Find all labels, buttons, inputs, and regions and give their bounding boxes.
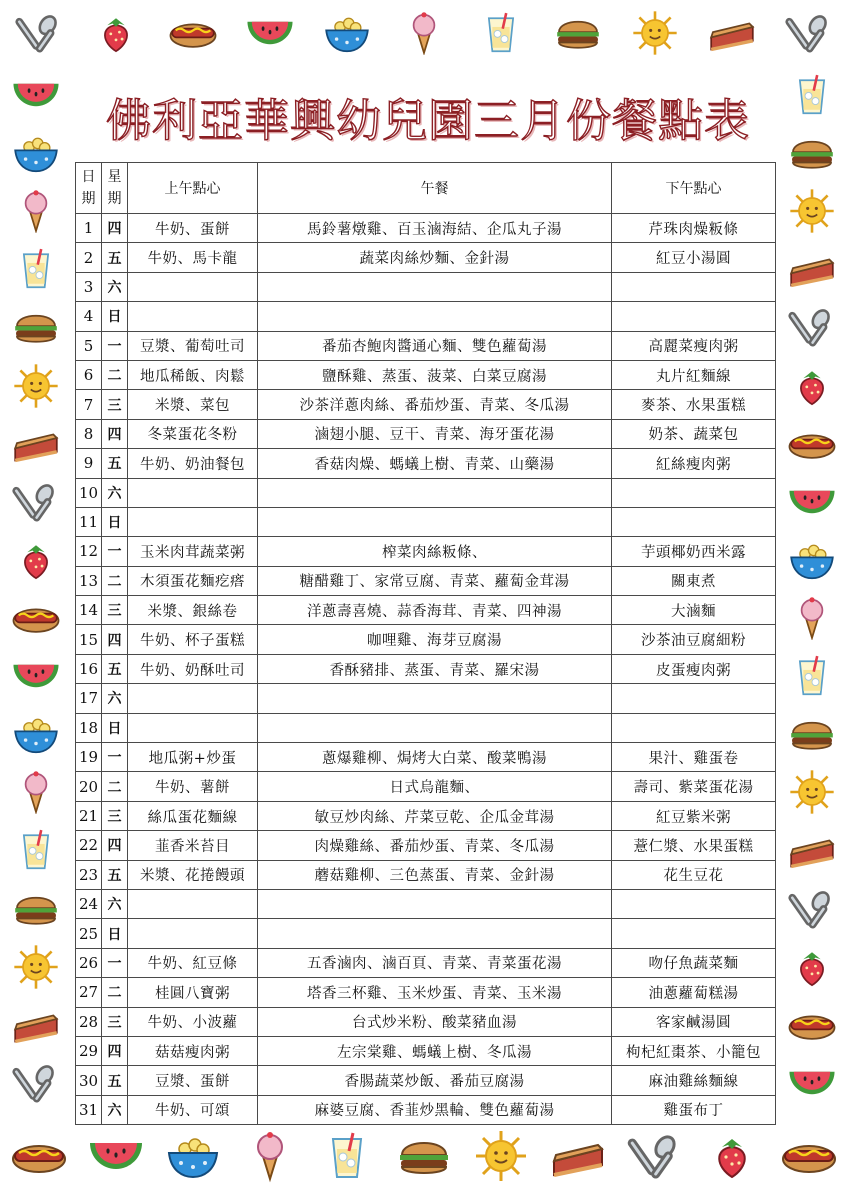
day-cell: 3 (76, 272, 102, 301)
day-cell: 6 (76, 360, 102, 389)
weekday-cell: 五 (102, 449, 128, 478)
lunch-cell: 香腸蔬菜炒飯、番茄豆腐湯 (258, 1066, 612, 1095)
morning-snack-cell: 豆漿、蛋餅 (128, 1066, 258, 1095)
header-weekday: 星 期 (102, 163, 128, 214)
lunch-cell: 糖醋雞丁、家常豆腐、青菜、蘿蔔金茸湯 (258, 566, 612, 595)
weekday-cell: 二 (102, 772, 128, 801)
food-border-right (776, 66, 848, 1112)
lunch-cell: 日式烏龍麵、 (258, 772, 612, 801)
table-row (76, 625, 776, 654)
table-row (76, 1066, 776, 1095)
table-row (76, 507, 776, 536)
header-afternoon-snack: 下午點心 (612, 163, 776, 214)
lunch-cell (258, 919, 612, 948)
weekday-cell: 三 (102, 801, 128, 830)
day-cell: 12 (76, 537, 102, 566)
sun-icon (786, 189, 838, 233)
sun-icon (786, 770, 838, 814)
strawberry-icon (10, 538, 62, 582)
pie-icon (10, 1003, 62, 1047)
morning-snack-cell (128, 507, 258, 536)
header-day: 日 期 (76, 163, 102, 214)
morning-snack-cell: 牛奶、薯餅 (128, 772, 258, 801)
juice-icon (317, 1126, 377, 1186)
weekday-cell: 日 (102, 302, 128, 331)
table-row (76, 449, 776, 478)
afternoon-snack-cell: 花生豆花 (612, 860, 776, 889)
weekday-cell: 五 (102, 1066, 128, 1095)
weekday-cell: 五 (102, 860, 128, 889)
fork-spoon-icon (625, 1126, 685, 1186)
afternoon-snack-cell (612, 919, 776, 948)
weekday-cell: 六 (102, 1095, 128, 1124)
morning-snack-cell: 牛奶、小波蘿 (128, 1007, 258, 1036)
day-cell: 16 (76, 654, 102, 683)
pie-icon (548, 1126, 608, 1186)
table-row (76, 360, 776, 389)
lunch-cell: 蔬菜肉絲炒麵、金針湯 (258, 243, 612, 272)
day-cell: 7 (76, 390, 102, 419)
weekday-cell: 四 (102, 1036, 128, 1065)
fork-spoon-icon (786, 305, 838, 349)
pie-icon (786, 247, 838, 291)
morning-snack-cell: 牛奶、馬卡龍 (128, 243, 258, 272)
day-cell: 14 (76, 596, 102, 625)
weekday-cell: 一 (102, 331, 128, 360)
strawberry-icon (786, 364, 838, 408)
table-row (76, 978, 776, 1007)
afternoon-snack-cell: 紅豆紫米粥 (612, 801, 776, 830)
afternoon-snack-cell: 皮蛋瘦肉粥 (612, 654, 776, 683)
morning-snack-cell: 菇菇瘦肉粥 (128, 1036, 258, 1065)
strawberry-icon (90, 11, 142, 55)
afternoon-snack-cell (612, 713, 776, 742)
sun-icon (471, 1126, 531, 1186)
food-border-left (0, 66, 72, 1112)
juice-icon (10, 247, 62, 291)
hotdog-icon (9, 1126, 69, 1186)
afternoon-snack-cell: 紅絲瘦肉粥 (612, 449, 776, 478)
hotdog-icon (786, 1003, 838, 1047)
lunch-cell: 蘑菇雞柳、三色蒸蛋、青菜、金針湯 (258, 860, 612, 889)
weekday-cell: 六 (102, 478, 128, 507)
lunch-cell (258, 713, 612, 742)
burger-icon (10, 305, 62, 349)
weekday-cell: 四 (102, 419, 128, 448)
lunch-cell: 咖哩雞、海芽豆腐湯 (258, 625, 612, 654)
lunch-cell: 台式炒米粉、酸菜豬血湯 (258, 1007, 612, 1036)
weekday-cell: 五 (102, 654, 128, 683)
lunch-cell: 肉燥雞絲、番茄炒蛋、青菜、冬瓜湯 (258, 831, 612, 860)
afternoon-snack-cell: 芹珠肉燥粄條 (612, 214, 776, 243)
table-row (76, 566, 776, 595)
morning-snack-cell: 冬菜蛋花冬粉 (128, 419, 258, 448)
burger-icon (394, 1126, 454, 1186)
bowl-icon (786, 538, 838, 582)
morning-snack-cell: 牛奶、可頌 (128, 1095, 258, 1124)
day-cell: 27 (76, 978, 102, 1007)
menu-table (75, 162, 776, 1125)
afternoon-snack-cell: 雞蛋布丁 (612, 1095, 776, 1124)
table-row (76, 272, 776, 301)
table-row (76, 419, 776, 448)
sun-icon (10, 945, 62, 989)
lunch-cell: 番茄杏鮑肉醬通心麵、雙色蘿蔔湯 (258, 331, 612, 360)
day-cell: 17 (76, 684, 102, 713)
lunch-cell: 馬鈴薯燉雞、百玉滷海結、企瓜丸子湯 (258, 214, 612, 243)
day-cell: 19 (76, 743, 102, 772)
lunch-cell: 左宗棠雞、螞蟻上樹、冬瓜湯 (258, 1036, 612, 1065)
morning-snack-cell (128, 272, 258, 301)
day-cell: 5 (76, 331, 102, 360)
burger-icon (552, 11, 604, 55)
lunch-cell: 香菇肉燥、螞蟻上樹、青菜、山藥湯 (258, 449, 612, 478)
afternoon-snack-cell: 壽司、紫菜蛋花湯 (612, 772, 776, 801)
lunch-cell: 蔥爆雞柳、焗烤大白菜、酸菜鴨湯 (258, 743, 612, 772)
afternoon-snack-cell (612, 478, 776, 507)
watermelon-icon (786, 480, 838, 524)
afternoon-snack-cell: 高麗菜瘦肉粥 (612, 331, 776, 360)
morning-snack-cell: 牛奶、蛋餅 (128, 214, 258, 243)
weekday-cell: 五 (102, 243, 128, 272)
weekday-cell: 六 (102, 272, 128, 301)
day-cell: 28 (76, 1007, 102, 1036)
afternoon-snack-cell: 丸片紅麵線 (612, 360, 776, 389)
day-cell: 29 (76, 1036, 102, 1065)
afternoon-snack-cell (612, 507, 776, 536)
juice-icon (10, 828, 62, 872)
day-cell: 23 (76, 860, 102, 889)
weekday-cell: 四 (102, 214, 128, 243)
juice-icon (786, 654, 838, 698)
weekday-cell: 日 (102, 713, 128, 742)
weekday-cell: 三 (102, 596, 128, 625)
morning-snack-cell (128, 302, 258, 331)
weekday-cell: 日 (102, 507, 128, 536)
food-border-top (0, 0, 848, 66)
day-cell: 22 (76, 831, 102, 860)
day-cell: 31 (76, 1095, 102, 1124)
afternoon-snack-cell: 麻油雞絲麵線 (612, 1066, 776, 1095)
weekday-cell: 二 (102, 360, 128, 389)
afternoon-snack-cell: 果汁、雞蛋卷 (612, 743, 776, 772)
afternoon-snack-cell: 麥茶、水果蛋糕 (612, 390, 776, 419)
sun-icon (10, 364, 62, 408)
sun-icon (629, 11, 681, 55)
morning-snack-cell: 牛奶、紅豆條 (128, 948, 258, 977)
bowl-icon (10, 131, 62, 175)
ice-cream-icon (10, 189, 62, 233)
afternoon-snack-cell (612, 272, 776, 301)
afternoon-snack-cell: 沙茶油豆腐細粉 (612, 625, 776, 654)
burger-icon (786, 712, 838, 756)
table-row (76, 713, 776, 742)
watermelon-icon (244, 11, 296, 55)
weekday-cell: 一 (102, 948, 128, 977)
lunch-cell (258, 302, 612, 331)
lunch-cell: 滷翅小腿、豆干、青菜、海牙蛋花湯 (258, 419, 612, 448)
table-row (76, 772, 776, 801)
morning-snack-cell: 米漿、銀絲卷 (128, 596, 258, 625)
watermelon-icon (10, 654, 62, 698)
morning-snack-cell: 牛奶、奶油餐包 (128, 449, 258, 478)
lunch-cell: 鹽酥雞、蒸蛋、菠菜、白菜豆腐湯 (258, 360, 612, 389)
afternoon-snack-cell (612, 889, 776, 918)
hotdog-icon (167, 11, 219, 55)
juice-icon (786, 73, 838, 117)
day-cell: 25 (76, 919, 102, 948)
juice-icon (475, 11, 527, 55)
table-row (76, 537, 776, 566)
menu-title: 佛利亞華興幼兒園三月份餐點表 (105, 94, 750, 147)
fork-spoon-icon (783, 11, 835, 55)
afternoon-snack-cell: 大滷麵 (612, 596, 776, 625)
strawberry-icon (702, 1126, 762, 1186)
day-cell: 15 (76, 625, 102, 654)
lunch-cell: 洋蔥壽喜燒、蒜香海茸、青菜、四神湯 (258, 596, 612, 625)
afternoon-snack-cell: 枸杞紅棗茶、小籠包 (612, 1036, 776, 1065)
day-cell: 2 (76, 243, 102, 272)
lunch-cell (258, 478, 612, 507)
hotdog-icon (779, 1126, 839, 1186)
ice-cream-icon (10, 770, 62, 814)
lunch-cell (258, 889, 612, 918)
fork-spoon-icon (13, 11, 65, 55)
morning-snack-cell (128, 713, 258, 742)
lunch-cell: 香酥豬排、蒸蛋、青菜、羅宋湯 (258, 654, 612, 683)
weekday-cell: 三 (102, 1007, 128, 1036)
day-cell: 30 (76, 1066, 102, 1095)
day-cell: 21 (76, 801, 102, 830)
afternoon-snack-cell: 吻仔魚蔬菜麵 (612, 948, 776, 977)
bowl-icon (163, 1126, 223, 1186)
morning-snack-cell: 米漿、菜包 (128, 390, 258, 419)
header-lunch: 午餐 (258, 163, 612, 214)
afternoon-snack-cell: 關東煮 (612, 566, 776, 595)
ice-cream-icon (240, 1126, 300, 1186)
day-cell: 26 (76, 948, 102, 977)
weekday-cell: 六 (102, 684, 128, 713)
lunch-cell: 敏豆炒肉絲、芹菜豆乾、企瓜金茸湯 (258, 801, 612, 830)
morning-snack-cell (128, 478, 258, 507)
header-morning-snack: 上午點心 (128, 163, 258, 214)
weekday-cell: 二 (102, 978, 128, 1007)
ice-cream-icon (786, 596, 838, 640)
morning-snack-cell: 地瓜稀飯、肉鬆 (128, 360, 258, 389)
bowl-icon (321, 11, 373, 55)
afternoon-snack-cell: 芋頭椰奶西米露 (612, 537, 776, 566)
day-cell: 8 (76, 419, 102, 448)
table-header-row (76, 163, 776, 214)
table-row (76, 801, 776, 830)
weekday-cell: 二 (102, 566, 128, 595)
day-cell: 1 (76, 214, 102, 243)
table-row (76, 243, 776, 272)
table-row (76, 948, 776, 977)
afternoon-snack-cell: 客家鹹湯圓 (612, 1007, 776, 1036)
fork-spoon-icon (786, 887, 838, 931)
table-row (76, 214, 776, 243)
weekday-cell: 三 (102, 390, 128, 419)
afternoon-snack-cell: 紅豆小湯圓 (612, 243, 776, 272)
weekday-cell: 六 (102, 889, 128, 918)
weekday-cell: 一 (102, 537, 128, 566)
table-row (76, 831, 776, 860)
lunch-cell (258, 507, 612, 536)
table-row (76, 743, 776, 772)
table-row (76, 302, 776, 331)
table-row (76, 684, 776, 713)
table-row (76, 1036, 776, 1065)
pie-icon (10, 422, 62, 466)
watermelon-icon (786, 1061, 838, 1105)
lunch-cell: 榨菜肉絲粄條、 (258, 537, 612, 566)
morning-snack-cell: 牛奶、杯子蛋糕 (128, 625, 258, 654)
table-row (76, 1095, 776, 1124)
morning-snack-cell: 米漿、花捲饅頭 (128, 860, 258, 889)
ice-cream-icon (398, 11, 450, 55)
day-cell: 18 (76, 713, 102, 742)
fork-spoon-icon (10, 480, 62, 524)
watermelon-icon (10, 73, 62, 117)
afternoon-snack-cell (612, 684, 776, 713)
menu-table-body (76, 214, 776, 1125)
table-row (76, 390, 776, 419)
table-row (76, 478, 776, 507)
lunch-cell: 麻婆豆腐、香韮炒黑輪、雙色蘿蔔湯 (258, 1095, 612, 1124)
morning-snack-cell: 木須蛋花麵疙瘩 (128, 566, 258, 595)
day-cell: 11 (76, 507, 102, 536)
morning-snack-cell: 桂圓八寶粥 (128, 978, 258, 1007)
afternoon-snack-cell: 薏仁漿、水果蛋糕 (612, 831, 776, 860)
table-row (76, 919, 776, 948)
morning-snack-cell: 韮香米苔目 (128, 831, 258, 860)
table-row (76, 596, 776, 625)
hotdog-icon (786, 422, 838, 466)
afternoon-snack-cell: 油蔥蘿蔔糕湯 (612, 978, 776, 1007)
lunch-cell (258, 272, 612, 301)
burger-icon (786, 131, 838, 175)
pie-icon (786, 828, 838, 872)
bowl-icon (10, 712, 62, 756)
morning-snack-cell: 絲瓜蛋花麵線 (128, 801, 258, 830)
lunch-cell: 沙茶洋蔥肉絲、番茄炒蛋、青菜、冬瓜湯 (258, 390, 612, 419)
weekday-cell: 一 (102, 743, 128, 772)
watermelon-icon (86, 1126, 146, 1186)
day-cell: 10 (76, 478, 102, 507)
day-cell: 24 (76, 889, 102, 918)
morning-snack-cell: 玉米肉茸蔬菜粥 (128, 537, 258, 566)
lunch-cell: 塔香三杯雞、玉米炒蛋、青菜、玉米湯 (258, 978, 612, 1007)
morning-snack-cell: 牛奶、奶酥吐司 (128, 654, 258, 683)
afternoon-snack-cell (612, 302, 776, 331)
morning-snack-cell: 地瓜粥+炒蛋 (128, 743, 258, 772)
morning-snack-cell (128, 684, 258, 713)
table-row (76, 889, 776, 918)
morning-snack-cell: 豆漿、葡萄吐司 (128, 331, 258, 360)
day-cell: 9 (76, 449, 102, 478)
weekday-cell: 日 (102, 919, 128, 948)
table-row (76, 654, 776, 683)
strawberry-icon (786, 945, 838, 989)
day-cell: 4 (76, 302, 102, 331)
morning-snack-cell (128, 919, 258, 948)
afternoon-snack-cell: 奶茶、蔬菜包 (612, 419, 776, 448)
hotdog-icon (10, 596, 62, 640)
table-row (76, 860, 776, 889)
morning-snack-cell (128, 889, 258, 918)
food-border-bottom (0, 1112, 848, 1200)
day-cell: 20 (76, 772, 102, 801)
weekday-cell: 四 (102, 831, 128, 860)
table-row (76, 331, 776, 360)
weekday-cell: 四 (102, 625, 128, 654)
fork-spoon-icon (10, 1061, 62, 1105)
lunch-cell (258, 684, 612, 713)
lunch-cell: 五香滷肉、滷百頁、青菜、青菜蛋花湯 (258, 948, 612, 977)
day-cell: 13 (76, 566, 102, 595)
pie-icon (706, 11, 758, 55)
table-row (76, 1007, 776, 1036)
burger-icon (10, 887, 62, 931)
